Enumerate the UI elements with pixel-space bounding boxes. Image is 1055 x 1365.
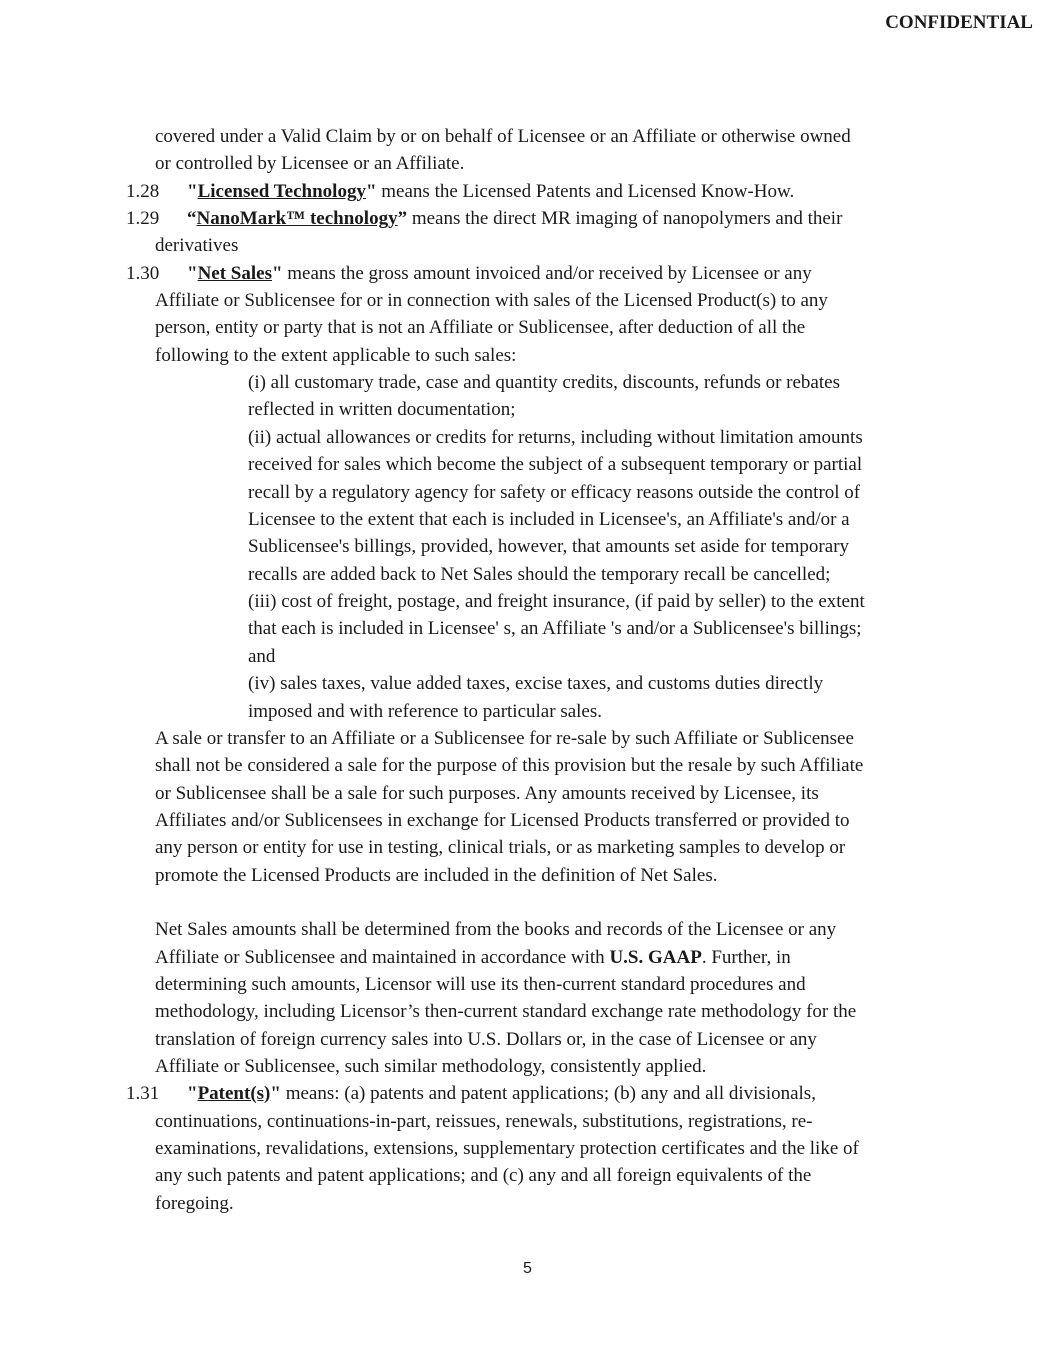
quote-close: " <box>271 263 283 284</box>
defined-term-net-sales: Net Sales <box>197 263 272 284</box>
body-line: person, entity or party that is not an Affiliate or Sublicensee, after deduction of all the <box>155 317 806 338</box>
deduction-line: (ii) actual allowances or credits for returns, including without limitation amounts <box>248 427 863 448</box>
definition-text: means: (a) patents and patent applications; (b) any and all divisionals, <box>280 1083 816 1104</box>
text-segment: Affiliate or Sublicensee and maintained in accordance with <box>155 947 610 968</box>
body-line: Net Sales amounts shall be determined from the books and records of the Licensee or any <box>155 919 837 940</box>
section-1-28-line <box>187 181 794 203</box>
deduction-line: Licensee to the extent that each is included in Licensee's, an Affiliate's and/or a <box>248 509 850 530</box>
section-1-29-line <box>187 208 842 230</box>
quote-open: " <box>187 263 198 284</box>
section-number-1-28: 1.28 <box>126 181 160 202</box>
quote-close: " <box>365 181 377 202</box>
section-number-1-29: 1.29 <box>126 208 160 229</box>
section-number-1-31: 1.31 <box>126 1083 160 1104</box>
section-number-1-30: 1.30 <box>126 263 160 284</box>
page-number: 5 <box>523 1260 532 1277</box>
body-line: or Sublicensee shall be a sale for such purposes. Any amounts received by Licensee, its <box>155 783 819 804</box>
section-1-31-line <box>187 1083 816 1105</box>
deduction-line: reflected in written documentation; <box>248 399 516 420</box>
quote-close: " <box>270 1083 281 1104</box>
quote-open: " <box>187 1083 198 1104</box>
body-line: shall not be considered a sale for the purpose of this provision but the resale by such Affiliate <box>155 755 864 776</box>
body-line: examinations, revalidations, extensions, supplementary protection certificates and the like of <box>155 1138 859 1159</box>
us-gaap-term: U.S. GAAP <box>609 947 702 968</box>
deduction-line: recalls are added back to Net Sales should the temporary recall be cancelled; <box>248 564 831 585</box>
definition-text: means the gross amount invoiced and/or received by Licensee or any <box>282 263 812 284</box>
defined-term-licensed-technology: Licensed Technology <box>197 181 366 202</box>
quote-open: " <box>187 181 198 202</box>
quote-close: ” <box>397 208 408 229</box>
quote-open: “ <box>187 208 197 229</box>
deduction-line: that each is included in Licensee' s, an Affiliate 's and/or a Sublicensee's billings; <box>248 618 862 639</box>
body-line: Affiliate or Sublicensee, such similar methodology, consistently applied. <box>155 1056 707 1077</box>
section-1-30-line <box>187 263 812 285</box>
body-line: promote the Licensed Products are included in the definition of Net Sales. <box>155 865 718 886</box>
body-line: translation of foreign currency sales into U.S. Dollars or, in the case of Licensee or any <box>155 1029 817 1050</box>
body-line: Affiliates and/or Sublicensees in exchange for Licensed Products transferred or provided to <box>155 810 850 831</box>
body-line: foregoing. <box>155 1193 234 1214</box>
deduction-line: received for sales which become the subject of a subsequent temporary or partial <box>248 454 863 475</box>
defined-term-patents: Patent(s) <box>197 1083 271 1104</box>
deduction-line: (i) all customary trade, case and quantity credits, discounts, refunds or rebates <box>248 372 840 393</box>
body-line: covered under a Valid Claim by or on behalf of Licensee or an Affiliate or otherwise owned <box>155 126 851 147</box>
body-line: or controlled by Licensee or an Affiliate. <box>155 153 465 174</box>
definition-text: means the Licensed Patents and Licensed Know-How. <box>376 181 795 202</box>
body-line: any such patents and patent applications; and (c) any and all foreign equivalents of the <box>155 1165 812 1186</box>
deduction-line: recall by a regulatory agency for safety or efficacy reasons outside the control of <box>248 482 861 503</box>
deduction-line: imposed and with reference to particular sales. <box>248 701 602 722</box>
body-line: determining such amounts, Licensor will use its then-current standard procedures and <box>155 974 806 995</box>
body-line: A sale or transfer to an Affiliate or a Sublicensee for re-sale by such Affiliate or Sublicensee <box>155 728 854 749</box>
body-line: any person or entity for use in testing, clinical trials, or as marketing samples to develop or <box>155 837 846 858</box>
body-line <box>155 947 791 969</box>
deduction-line: (iii) cost of freight, postage, and freight insurance, (if paid by seller) to the extent <box>248 591 865 612</box>
body-line: continuations, continuations-in-part, reissues, renewals, substitutions, registrations, re- <box>155 1111 813 1132</box>
text-segment: . Further, in <box>701 947 791 968</box>
defined-term-nanomark-technology: NanoMark™ technology <box>196 208 398 229</box>
body-line: methodology, including Licensor’s then-current standard exchange rate methodology for the <box>155 1001 857 1022</box>
deduction-line: and <box>248 646 276 667</box>
definition-text: means the direct MR imaging of nanopolymers and their <box>407 208 843 229</box>
body-line: derivatives <box>155 235 239 256</box>
body-line: Affiliate or Sublicensee for or in connection with sales of the Licensed Product(s) to any <box>155 290 828 311</box>
confidential-header: CONFIDENTIAL <box>885 12 1033 33</box>
deduction-line: Sublicensee's billings, provided, however, that amounts set aside for temporary <box>248 536 850 557</box>
body-line: following to the extent applicable to such sales: <box>155 345 517 366</box>
deduction-line: (iv) sales taxes, value added taxes, excise taxes, and customs duties directly <box>248 673 824 694</box>
